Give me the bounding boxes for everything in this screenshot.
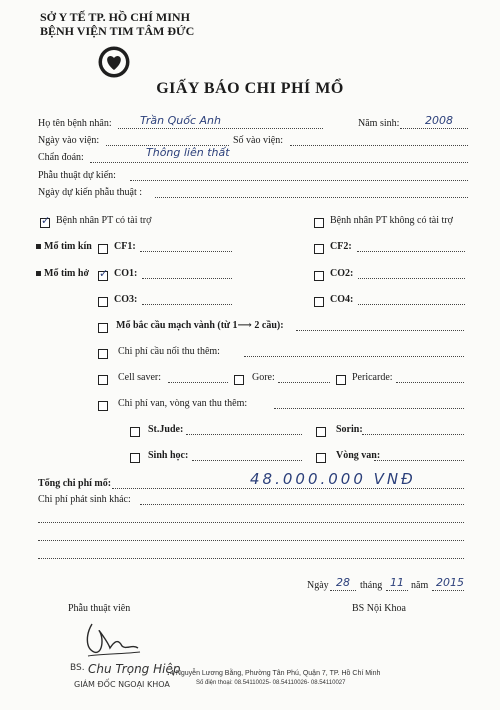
other-costs-line-2 (38, 522, 464, 523)
co1-line (142, 278, 232, 279)
pericarde-line (396, 382, 464, 383)
surgeon-name: Chu Trọng Hiệp (88, 662, 181, 676)
co3-label: CO3: (114, 294, 138, 305)
closed-heart-label (36, 241, 92, 252)
bio-valve-line (192, 460, 302, 461)
open-heart-label (36, 268, 89, 279)
st-jude-line (186, 434, 302, 435)
cell-saver-checkbox[interactable] (98, 375, 108, 385)
dept-name: SỞ Y TẾ TP. HỒ CHÍ MINH (40, 10, 190, 24)
cf1-line (140, 251, 232, 252)
admission-no-line (290, 145, 468, 146)
not-sponsored-checkbox[interactable] (314, 218, 324, 228)
date-ngay-label: Ngày (307, 580, 329, 591)
total-line (112, 488, 464, 489)
bio-valve-checkbox[interactable] (130, 453, 140, 463)
co3-line (142, 304, 232, 305)
date-nam-label: năm (411, 580, 429, 591)
date-thang-label: tháng (360, 580, 383, 591)
co4-label: CO4: (330, 294, 354, 305)
pericarde-checkbox[interactable] (336, 375, 346, 385)
planned-date-label: Ngày dự kiến phẫu thuật : (38, 187, 143, 198)
bypass-checkbox[interactable] (98, 323, 108, 333)
valve-cost-label: Chi phí van, vòng van thu thêm: (118, 398, 248, 409)
extra-bridge-label: Chi phí cầu nối thu thêm: (118, 346, 220, 357)
cell-saver-label: Cell saver: (118, 372, 162, 383)
admission-no-label: Số vào viện: (233, 135, 283, 146)
patient-name-line (118, 128, 323, 129)
date-year-value: 2015 (436, 576, 464, 589)
footer-phones: Số điện thoại: 08.54110025- 08.54110026- 08.54110027 (196, 680, 346, 686)
surgeon-position: GIÁM ĐỐC NGOẠI KHOA (74, 680, 170, 689)
sponsored-checkbox[interactable] (40, 214, 51, 228)
st-jude-label: St.Jude: (148, 424, 184, 435)
check-mark-icon: ✓ (41, 214, 51, 227)
ring-label: Vòng van: (336, 450, 381, 461)
extra-bridge-checkbox[interactable] (98, 349, 108, 359)
gore-line (278, 382, 330, 383)
birth-year-label: Năm sinh: (358, 118, 400, 129)
valve-cost-checkbox[interactable] (98, 401, 108, 411)
st-jude-checkbox[interactable] (130, 427, 140, 437)
planned-surgery-line (130, 180, 468, 181)
not-sponsored-label: Bệnh nhân PT không có tài trợ (330, 215, 453, 226)
diagnosis-line (90, 162, 468, 163)
other-costs-line-3 (38, 540, 464, 541)
cf1-label: CF1: (114, 241, 136, 252)
pericarde-label: Pericarde: (352, 372, 393, 383)
co4-line (358, 304, 465, 305)
admission-date-label: Ngày vào viện: (38, 135, 100, 146)
birth-year-line (400, 128, 468, 129)
planned-date-line (155, 197, 468, 198)
gore-label: Gore: (252, 372, 275, 383)
other-costs-label: Chi phí phát sinh khác: (38, 494, 131, 505)
hospital-logo (97, 45, 131, 79)
open-heart-text: Mổ tim hở (44, 268, 89, 279)
date-day-line (330, 590, 356, 591)
diagnosis-label: Chẩn đoán: (38, 152, 84, 163)
total-label: Tổng chi phí mổ: (38, 478, 112, 489)
surgeon-title-label: Phẫu thuật viên (68, 603, 131, 614)
patient-name-value: Trần Quốc Anh (140, 114, 221, 127)
other-costs-line-4 (38, 558, 464, 559)
bullet-icon (36, 244, 41, 249)
cf2-label: CF2: (330, 241, 352, 252)
date-year-line (432, 590, 464, 591)
ring-line (374, 460, 464, 461)
sorin-label: Sorin: (336, 424, 363, 435)
sponsored-label: Bệnh nhân PT có tài trợ (56, 215, 152, 226)
date-month-line (386, 590, 408, 591)
valve-cost-line (274, 408, 464, 409)
co1-label: CO1: (114, 268, 138, 279)
closed-heart-text: Mổ tim kín (44, 241, 92, 252)
patient-name-label: Họ tên bệnh nhân: (38, 118, 112, 129)
cf2-checkbox[interactable] (314, 244, 324, 254)
bullet-icon (36, 271, 41, 276)
bio-valve-label: Sinh học: (148, 450, 189, 461)
diagnosis-value: Thông liên thất (146, 146, 230, 159)
cell-saver-line (168, 382, 228, 383)
document-title: GIẤY BÁO CHI PHÍ MỔ (156, 80, 344, 97)
check-mark-icon: ✓ (99, 267, 109, 280)
total-value: 48.000.000 VNĐ (250, 470, 416, 488)
gore-checkbox[interactable] (234, 375, 244, 385)
hospital-name: BỆNH VIỆN TIM TÂM ĐỨC (40, 24, 195, 38)
bypass-line (296, 330, 464, 331)
sorin-line (362, 434, 464, 435)
date-day-value: 28 (336, 576, 350, 589)
cf1-checkbox[interactable] (98, 244, 108, 254)
co2-line (358, 278, 465, 279)
physician-title-label: BS Nội Khoa (352, 603, 406, 614)
co4-checkbox[interactable] (314, 297, 324, 307)
ring-checkbox[interactable] (316, 453, 326, 463)
other-costs-line-1 (140, 504, 464, 505)
date-month-value: 11 (390, 576, 404, 589)
co2-checkbox[interactable] (314, 271, 324, 281)
surgeon-signature (82, 618, 142, 660)
bs-prefix: BS. (70, 663, 85, 673)
co3-checkbox[interactable] (98, 297, 108, 307)
planned-surgery-label: Phẫu thuật dự kiến: (38, 170, 116, 181)
extra-bridge-line (244, 356, 464, 357)
sorin-checkbox[interactable] (316, 427, 326, 437)
footer-address: 4 Nguyễn Lương Bằng, Phường Tân Phú, Quận 7, TP. Hồ Chí Minh (170, 670, 381, 677)
birth-year-value: 2008 (425, 114, 453, 127)
co2-label: CO2: (330, 268, 354, 279)
bypass-label: Mổ bắc cầu mạch vành (từ 1⟶ 2 cầu): (116, 320, 284, 331)
co1-checkbox[interactable] (98, 267, 109, 281)
cf2-line (357, 251, 465, 252)
